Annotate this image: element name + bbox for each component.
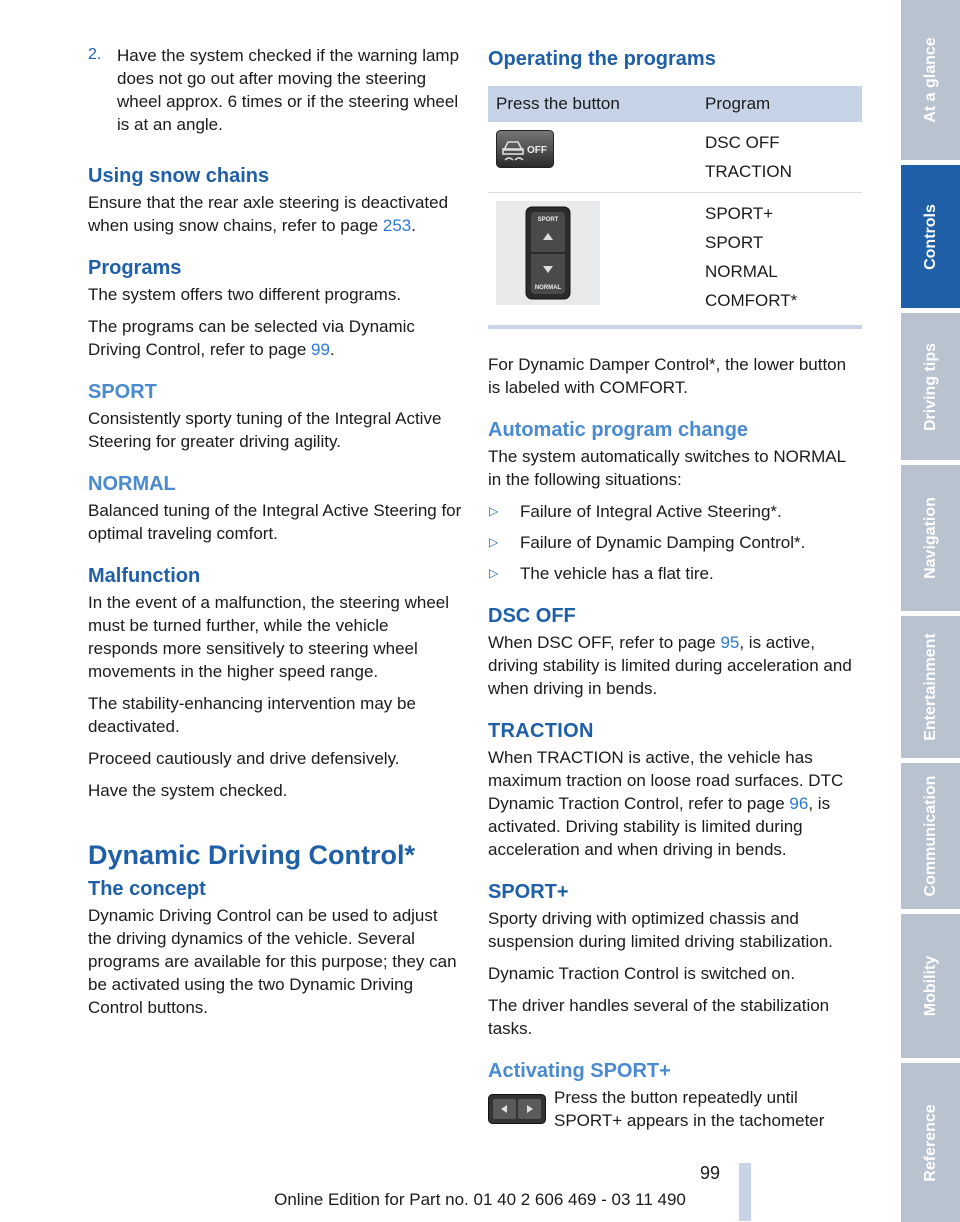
program-comfort: COMFORT* xyxy=(705,291,798,310)
programs-heading: Programs xyxy=(88,257,182,279)
item-text: Have the system checked if the warning lamp does not go out after moving the steering wheel approx. 6 times or if the steering wheel is at an angle. xyxy=(117,46,460,134)
tab-controls[interactable]: Controls xyxy=(901,165,960,308)
sport-plus-text-1: Sporty driving with optimized chassis and suspension during limited driving stabilization. xyxy=(488,909,833,951)
item-number: 2. xyxy=(88,46,102,63)
sport-heading: SPORT xyxy=(88,381,157,403)
dsc-off-heading: DSC OFF xyxy=(488,605,576,627)
activating-sport-plus-heading: Activating SPORT+ xyxy=(488,1060,671,1082)
concept-heading: The concept xyxy=(88,878,206,900)
malfunction-text-1: In the event of a malfunction, the steering wheel must be turned further, while the vehicle responds more sensitively to steering wheel movements in the higher speed range. xyxy=(88,593,450,681)
tab-at-a-glance[interactable]: At a glance xyxy=(901,0,960,160)
page-link-96[interactable]: 96 xyxy=(789,794,809,813)
ddc-button-cell xyxy=(488,193,697,326)
chapter-sidebar xyxy=(901,0,960,1222)
triangle-bullet-icon: ▷ xyxy=(489,504,499,518)
auto-change-text: The system automatically switches to NORMAL in the following situations: xyxy=(488,447,846,489)
numbered-item-2 xyxy=(88,46,462,145)
programs-table xyxy=(488,86,862,325)
malfunction-text-3: Proceed cautiously and drive defensively. xyxy=(88,749,400,768)
list-item: ▷ Failure of Dynamic Damping Control*. xyxy=(489,533,806,552)
table-row xyxy=(488,193,862,326)
page-number: 99 xyxy=(700,1163,721,1183)
operating-heading: Operating the programs xyxy=(488,48,716,70)
header-press-button: Press the button xyxy=(488,86,697,122)
activating-text: Press the button repeatedly until SPORT+ appears in the tachometer xyxy=(554,1088,825,1130)
activating-block xyxy=(488,1086,862,1141)
edition-footer: Online Edition for Part no. 01 40 2 606 469 - 03 11 490 xyxy=(274,1190,686,1209)
tab-navigation[interactable]: Navigation xyxy=(901,465,960,611)
sport-plus-text-3: The driver handles several of the stabilization tasks. xyxy=(488,996,830,1038)
malfunction-text-4: Have the system checked. xyxy=(88,781,288,800)
right-column xyxy=(488,46,862,1141)
left-column xyxy=(88,46,462,1028)
page-link-99[interactable]: 99 xyxy=(311,340,330,359)
malfunction-heading: Malfunction xyxy=(88,565,201,587)
table-bottom-rule xyxy=(488,325,862,329)
dsc-off-button-label: OFF xyxy=(527,145,547,156)
traction-text: When TRACTION is active, the vehicle has maximum traction on loose road surfaces. DTC Dynamic Traction Control, refer to page 96, is activated. Driving stability is limited during acceleration and when driving in bends. xyxy=(488,748,844,859)
snow-chains-heading: Using snow chains xyxy=(88,165,270,187)
program-cell-2 xyxy=(697,193,862,326)
program-dsc-off: DSC OFF xyxy=(705,133,780,152)
comfort-note: For Dynamic Damper Control*, the lower button is labeled with COMFORT. xyxy=(488,355,847,397)
table-header xyxy=(488,86,862,122)
normal-text: Balanced tuning of the Integral Active Steering for optimal traveling comfort. xyxy=(88,501,462,543)
page-link-253[interactable]: 253 xyxy=(382,216,412,235)
ddc-heading: Dynamic Driving Control* xyxy=(88,840,416,870)
normal-heading: NORMAL xyxy=(88,473,176,495)
program-cell-1 xyxy=(697,122,862,193)
triangle-bullet-icon: ▷ xyxy=(489,535,499,549)
sport-label: SPORT xyxy=(537,217,559,223)
ddc-rocker-button-icon xyxy=(496,201,600,305)
program-sport-plus: SPORT+ xyxy=(705,204,774,223)
triangle-bullet-icon: ▷ xyxy=(489,566,499,580)
tab-reference[interactable]: Reference xyxy=(901,1063,960,1222)
ddc-horizontal-button-icon xyxy=(488,1094,546,1124)
sport-plus-heading: SPORT+ xyxy=(488,881,569,903)
sport-text: Consistently sporty tuning of the Integral Active Steering for greater driving agility. xyxy=(88,409,442,451)
program-normal: NORMAL xyxy=(705,262,778,281)
tab-communication[interactable]: Communication xyxy=(901,763,960,909)
dsc-off-button-icon xyxy=(496,130,554,168)
programs-text-2: The programs can be selected via Dynamic Driving Control, refer to page 99. xyxy=(88,317,415,359)
auto-change-heading: Automatic program change xyxy=(488,419,749,441)
tab-entertainment[interactable]: Entertainment xyxy=(901,616,960,758)
list-item: ▷ The vehicle has a flat tire. xyxy=(489,564,714,583)
page-link-95[interactable]: 95 xyxy=(720,633,740,652)
snow-chains-text: Ensure that the rear axle steering is deactivated when using snow chains, refer to page 253. xyxy=(88,193,449,235)
table-row xyxy=(488,122,862,193)
concept-text: Dynamic Driving Control can be used to adjust the driving dynamics of the vehicle. Several programs are available for this purpose; they can be activated using the two Dynamic Driving Control buttons. xyxy=(88,906,457,1017)
malfunction-text-2: The stability-enhancing intervention may be deactivated. xyxy=(88,694,416,736)
program-traction: TRACTION xyxy=(705,162,792,181)
program-sport: SPORT xyxy=(705,233,764,252)
traction-heading: TRACTION xyxy=(488,720,594,742)
dsc-off-text: When DSC OFF, refer to page 95, is active, driving stability is limited during acceleration and when driving in bends. xyxy=(488,633,852,698)
header-program: Program xyxy=(697,86,862,122)
list-item: ▷ Failure of Integral Active Steering*. xyxy=(489,502,782,521)
tab-driving-tips[interactable]: Driving tips xyxy=(901,313,960,460)
dsc-off-button-cell xyxy=(488,122,697,193)
normal-label: NORMAL xyxy=(534,285,562,291)
programs-text-1: The system offers two different programs. xyxy=(88,285,402,304)
tab-mobility[interactable]: Mobility xyxy=(901,914,960,1058)
sport-plus-text-2: Dynamic Traction Control is switched on. xyxy=(488,964,796,983)
